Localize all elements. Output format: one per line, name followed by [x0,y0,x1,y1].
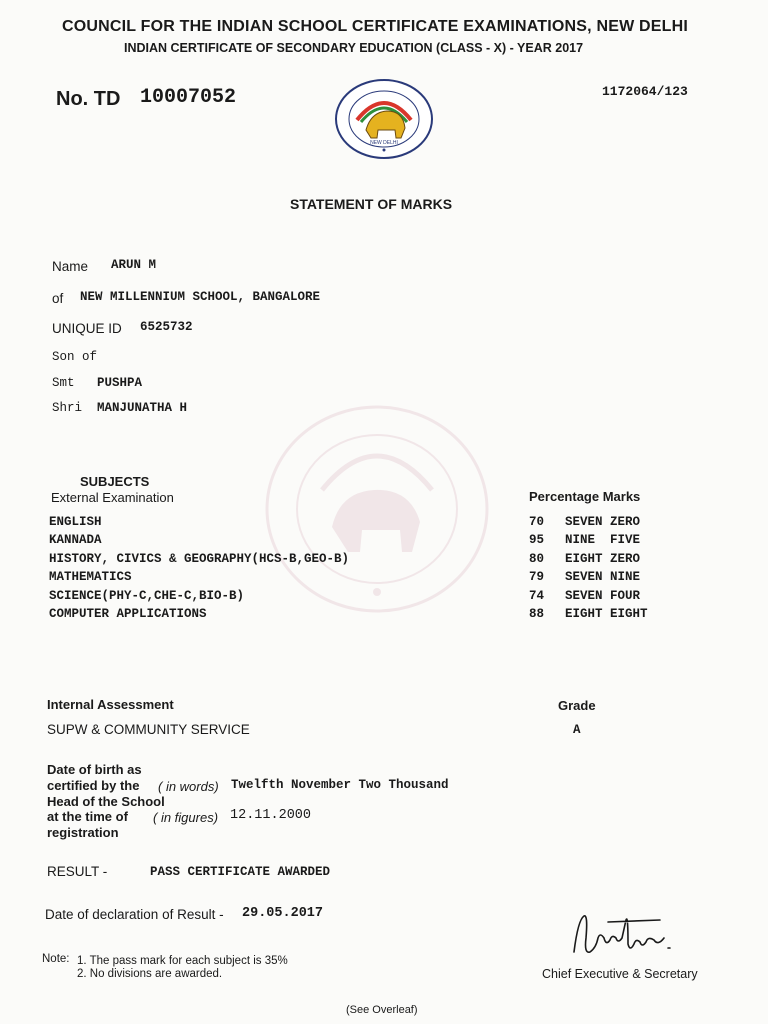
note-line-2: 2. No divisions are awarded. [77,968,223,980]
note-label: Note: [42,953,70,965]
subject-mark-words: SEVEN NINE [565,570,641,584]
result-value: PASS CERTIFICATE AWARDED [150,865,331,879]
subject-mark: 80 [529,552,545,566]
subject-name: ENGLISH [49,515,102,529]
council-seal-logo [333,78,435,160]
son-of-label: Son of [52,350,98,364]
dob-label-line2: certified by the [47,778,140,793]
dob-label-line5: registration [47,825,119,840]
subject-name: MATHEMATICS [49,570,132,584]
subject-mark: 70 [529,515,545,529]
internal-grade: A [573,723,581,737]
subject-mark-words: EIGHT ZERO [565,552,641,566]
subject-name: KANNADA [49,533,102,547]
dob-label-line3: Head of the School [47,794,165,809]
external-exam-label: External Examination [51,490,174,505]
unique-id-label: UNIQUE ID [52,321,122,336]
father-name: MANJUNATHA H [97,401,188,415]
council-title: COUNCIL FOR THE INDIAN SCHOOL CERTIFICATE EXAMINATIONS, NEW DELHI [62,18,689,35]
subject-mark-words: SEVEN FOUR [565,589,641,603]
exam-title: INDIAN CERTIFICATE OF SECONDARY EDUCATION (CLASS - X) - YEAR 2017 [124,41,584,55]
serial-number: 10007052 [140,86,237,109]
father-label: Shri [52,401,83,415]
subject-mark: 95 [529,533,545,547]
declaration-label: Date of declaration of Result - [45,907,224,922]
of-label: of [52,291,64,306]
dob-figures: 12.11.2000 [230,808,312,823]
subject-mark: 88 [529,607,545,621]
subject-mark-words: NINE FIVE [565,533,641,547]
signature [568,908,680,964]
subject-mark-words: SEVEN ZERO [565,515,641,529]
dob-figures-label: ( in figures) [153,810,219,825]
watermark-seal [262,402,492,617]
signatory-title: Chief Executive & Secretary [542,967,698,981]
document-title: STATEMENT OF MARKS [290,196,453,212]
declaration-date: 29.05.2017 [242,906,324,921]
subject-mark: 79 [529,570,545,584]
result-label: RESULT - [47,864,108,879]
internal-subject: SUPW & COMMUNITY SERVICE [47,722,250,737]
note-line-1: 1. The pass mark for each subject is 35% [77,955,288,967]
dob-words-label: ( in words) [158,779,219,794]
subject-name: COMPUTER APPLICATIONS [49,607,207,621]
dob-label-line1: Date of birth as [47,762,142,777]
percentage-marks-heading: Percentage Marks [529,489,641,504]
see-overleaf: (See Overleaf) [346,1004,418,1016]
name-label: Name [52,259,89,274]
reference-number: 1172064/123 [602,84,688,99]
grade-heading: Grade [558,698,596,713]
dob-label-line4: at the time of [47,809,128,824]
subjects-heading: SUBJECTS [80,474,150,489]
internal-assessment-heading: Internal Assessment [47,697,174,712]
subject-name: HISTORY, CIVICS & GEOGRAPHY(HCS-B,GEO-B) [49,552,350,566]
mother-name: PUSHPA [97,376,143,390]
subject-name: SCIENCE(PHY-C,CHE-C,BIO-B) [49,589,245,603]
mother-label: Smt [52,376,75,390]
candidate-name: ARUN M [111,258,157,272]
serial-prefix: No. TD [56,88,121,110]
subject-mark-words: EIGHT EIGHT [565,607,648,621]
subject-mark: 74 [529,589,545,603]
svg-text:NEW DELHI: NEW DELHI [370,140,398,146]
dob-words: Twelfth November Two Thousand [231,778,449,792]
unique-id: 6525732 [140,320,193,334]
school-name: NEW MILLENNIUM SCHOOL, BANGALORE [80,290,321,304]
